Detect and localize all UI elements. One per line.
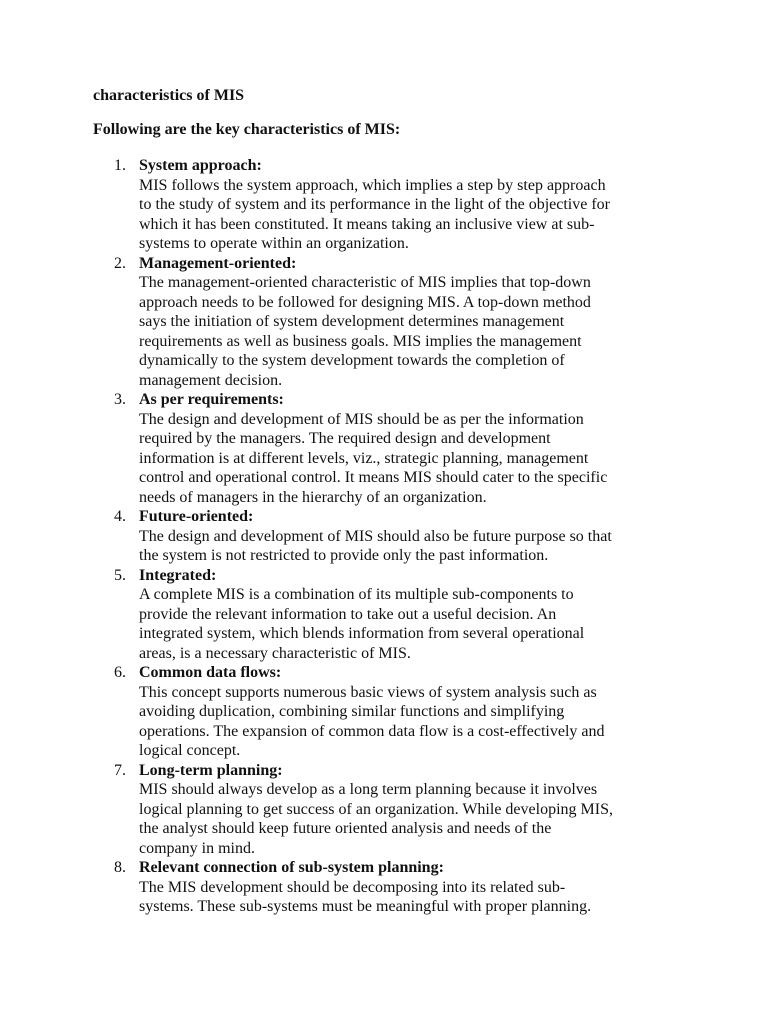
- list-item-text-line: MIS follows the system approach, which implies a step by step approach: [139, 176, 606, 194]
- list-item-text-line: company in mind.: [139, 839, 255, 857]
- list-item-text-line: control and operational control. It means MIS should cater to the specific: [139, 469, 608, 486]
- list-item-text-line: This concept supports numerous basic views of system analysis such as: [139, 683, 597, 701]
- list-item-number: 4.: [114, 508, 126, 525]
- list-item: [93, 254, 693, 391]
- list-item-heading: Integrated:: [139, 566, 217, 584]
- list-item-text-line: integrated system, which blends information from several operational: [139, 625, 585, 642]
- list-item-heading: Future-oriented:: [139, 508, 254, 525]
- list-item-text-line: The management-oriented characteristic of MIS implies that top-down: [139, 274, 591, 291]
- list-item-number: 2.: [114, 254, 126, 272]
- list-item-text-line: The design and development of MIS should be as per the information: [139, 410, 584, 428]
- characteristics-list: [93, 156, 693, 917]
- document-title: characteristics of MIS: [93, 87, 245, 104]
- list-item-text-line: management decision.: [139, 371, 283, 389]
- list-item-heading: System approach:: [139, 157, 262, 174]
- list-item-heading: As per requirements:: [139, 391, 284, 408]
- list-item: [93, 390, 693, 507]
- list-item-text-line: logical concept.: [139, 742, 241, 759]
- document-intro: Following are the key characteristics of MIS:: [93, 121, 401, 138]
- list-item-text-line: to the study of system and its performance in the light of the objective for: [139, 196, 610, 213]
- list-item-heading: Common data flows:: [139, 664, 282, 681]
- list-item-number: 8.: [114, 859, 126, 876]
- list-item-text-line: dynamically to the system development towards the completion of: [139, 352, 565, 369]
- list-item-text-line: MIS should always develop as a long term planning because it involves: [139, 781, 598, 798]
- list-item-heading: Relevant connection of sub-system planning:: [139, 859, 444, 876]
- list-item-text-line: provide the relevant information to take out a useful decision. An: [139, 605, 557, 623]
- list-item-heading: Management-oriented:: [139, 254, 297, 272]
- list-item-text-line: The design and development of MIS should also be future purpose so that: [139, 527, 612, 545]
- list-item-text-line: The MIS development should be decomposing into its related sub-: [139, 878, 566, 896]
- list-item-text-line: required by the managers. The required design and development: [139, 430, 551, 447]
- list-item: [93, 156, 693, 254]
- list-item: [93, 566, 693, 664]
- document-page: [93, 86, 693, 917]
- list-item-text-line: which it has been constituted. It means taking an inclusive view at sub-: [139, 215, 595, 233]
- list-item-number: 3.: [114, 391, 126, 408]
- list-item: [93, 663, 693, 761]
- list-item-text-line: needs of managers in the hierarchy of an organization.: [139, 488, 487, 506]
- list-item-number: 6.: [114, 664, 126, 681]
- list-item-number: 5.: [114, 566, 126, 584]
- list-item-text-line: says the initiation of system development determines management: [139, 313, 565, 330]
- list-item-text-line: the system is not restricted to provide only the past information.: [139, 547, 549, 564]
- list-item-text-line: systems. These sub-systems must be meaningful with proper planning.: [139, 898, 592, 915]
- list-item-text-line: systems to operate within an organization.: [139, 235, 409, 252]
- list-item: [93, 761, 693, 859]
- list-item-text-line: requirements as well as business goals. MIS implies the management: [139, 332, 582, 350]
- list-item-text-line: areas, is a necessary characteristic of MIS.: [139, 644, 411, 662]
- list-item-number: 1.: [114, 157, 126, 174]
- list-item: [93, 507, 693, 566]
- list-item-text-line: avoiding duplication, combining similar functions and simplifying: [139, 703, 565, 720]
- list-item-text-line: approach needs to be followed for designing MIS. A top-down method: [139, 293, 591, 311]
- list-item: [93, 858, 693, 917]
- list-item-text-line: operations. The expansion of common data flow is a cost-effectively and: [139, 722, 605, 740]
- list-item-text-line: A complete MIS is a combination of its multiple sub-components to: [139, 586, 574, 603]
- list-item-text-line: logical planning to get success of an organization. While developing MIS,: [139, 800, 613, 818]
- list-item-heading: Long-term planning:: [139, 761, 283, 779]
- list-item-number: 7.: [114, 761, 126, 779]
- list-item-text-line: the analyst should keep future oriented analysis and needs of the: [139, 820, 552, 837]
- list-item-text-line: information is at different levels, viz., strategic planning, management: [139, 449, 589, 467]
